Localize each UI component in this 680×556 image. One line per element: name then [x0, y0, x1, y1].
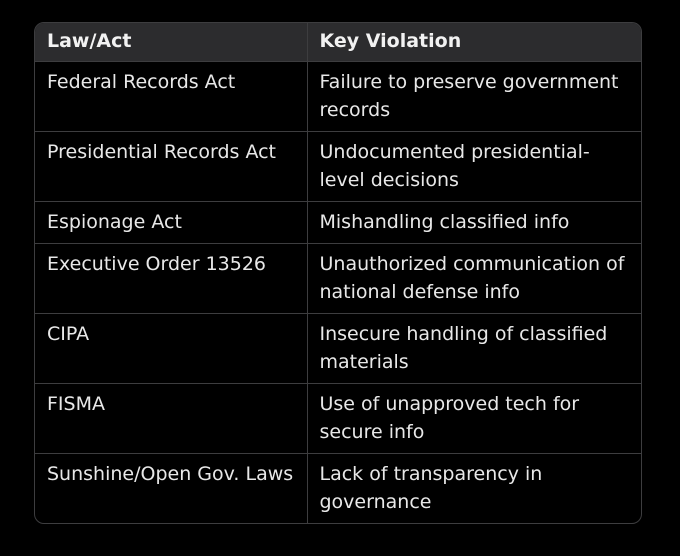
- table-row: [35, 453, 642, 523]
- table-row: [35, 383, 642, 453]
- header-key-violation: Key Violation: [307, 23, 642, 61]
- law-cell: Executive Order 13526: [35, 243, 307, 313]
- laws-table-container: [34, 22, 642, 524]
- violation-cell: Failure to preserve government records: [307, 61, 642, 131]
- violation-cell: Mishandling classified info: [307, 201, 642, 243]
- law-cell: Sunshine/Open Gov. Laws: [35, 453, 307, 523]
- violation-cell: Insecure handling of classified materials: [307, 313, 642, 383]
- table-row: [35, 313, 642, 383]
- violation-cell: Lack of transparency in governance: [319, 462, 543, 513]
- violation-cell: Use of unapproved tech for secure info: [307, 383, 642, 453]
- table-header-row: [35, 23, 642, 61]
- law-cell: CIPA: [35, 313, 307, 383]
- law-cell: Federal Records Act: [35, 61, 307, 131]
- violation-cell: Unauthorized communication of national defense info: [307, 243, 642, 313]
- laws-table: [35, 23, 642, 523]
- header-law-act: Law/Act: [35, 23, 307, 61]
- law-cell: Espionage Act: [35, 201, 307, 243]
- table-row: [35, 61, 642, 131]
- table-row: [35, 243, 642, 313]
- violation-cell: Undocumented presidential-level decisions: [307, 131, 642, 201]
- law-cell: FISMA: [35, 383, 307, 453]
- table-row: [35, 131, 642, 201]
- law-cell: Presidential Records Act: [35, 131, 307, 201]
- table-row: [35, 201, 642, 243]
